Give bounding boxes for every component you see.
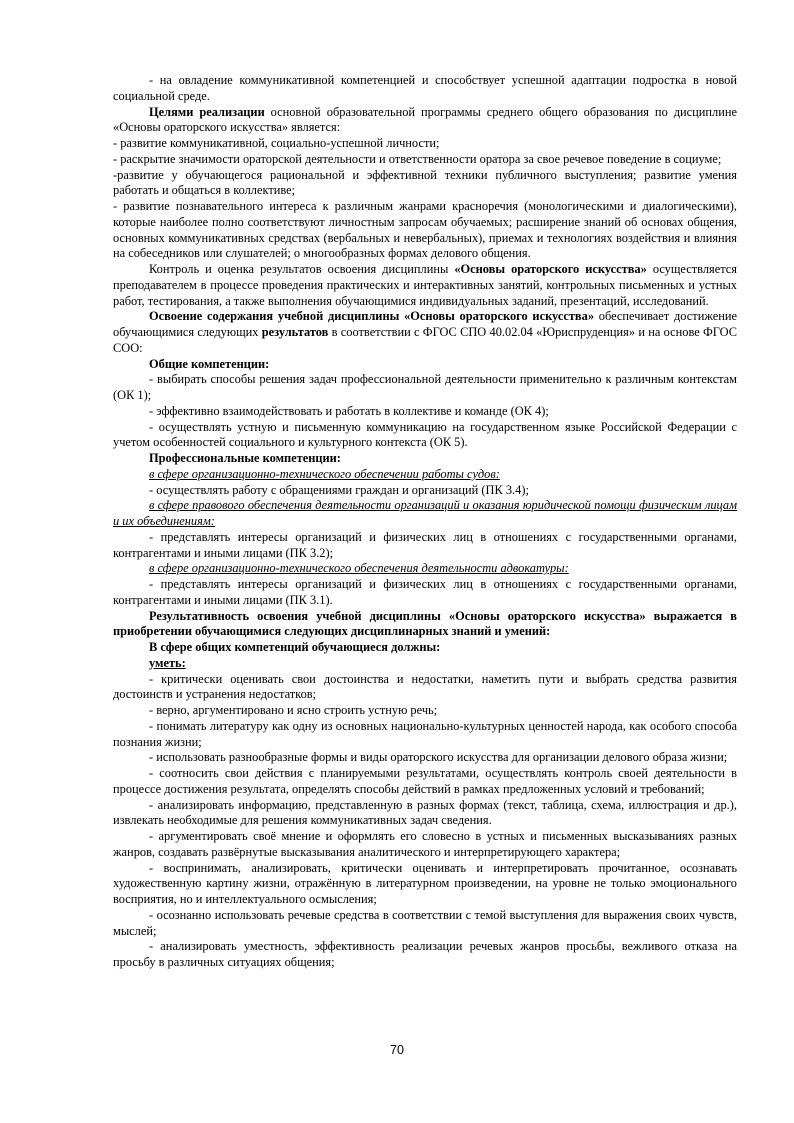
paragraph bbox=[113, 309, 737, 356]
list-item: - воспринимать, анализировать, критически оценивать и интерпретировать прочитанное, осознавать художественную картину жизни, отражённую в литературном произведении, на уровне не только эмоционального восприятия, но и интеллектуального осмысления; bbox=[113, 860, 737, 906]
text-run: в соответствии с ФГОС СПО 40.02.04 «Юриспруденция» и на основе ФГОС СОО: bbox=[113, 325, 738, 355]
list-item: - соотносить свои действия с планируемыми результатами, осуществлять контроль своей деятельности в процессе достижения результата, определять способы действий в рамках предложенных условий и требований; bbox=[113, 766, 737, 796]
section-heading: Профессиональные компетенции: bbox=[149, 451, 341, 465]
paragraph: - раскрытие значимости ораторской деятельности и ответственности оратора за свое речевое поведение в социуме; bbox=[113, 151, 722, 166]
section-heading: В сфере общих компетенций обучающиеся должны: bbox=[149, 640, 441, 654]
subsection-heading: в сфере правового обеспечения деятельности организаций и оказания юридической помощи физическим лицам и их объединениям: bbox=[113, 498, 737, 528]
list-item: - анализировать уместность, эффективность реализации речевых жанров просьбы, вежливого отказа на просьбу в различных ситуациях общения; bbox=[113, 939, 737, 969]
paragraph: - эффективно взаимодействовать и работать в коллективе и команде (ОК 4); bbox=[149, 403, 549, 418]
document-page bbox=[113, 73, 737, 971]
list-item: - осознанно использовать речевые средства в соответствии с темой выступления для выражения своих чувств, мыслей; bbox=[113, 907, 737, 938]
list-item: - использовать разнообразные формы и виды ораторского искусства для организации делового образа жизни; bbox=[149, 750, 728, 765]
subsection-heading: в сфере организационно-технического обеспечения деятельности адвокатуры: bbox=[149, 561, 569, 576]
list-item: - понимать литературу как одну из основных национально-культурных ценностей народа, как особого способа познания жизни; bbox=[113, 718, 737, 749]
text-run: Контроль и оценка результатов освоения дисциплины bbox=[149, 262, 455, 276]
skills-heading: уметь: bbox=[149, 655, 186, 670]
bold-term: Освоение содержания учебной дисциплины «Основы ораторского искусства» bbox=[149, 309, 595, 324]
paragraph bbox=[113, 105, 737, 137]
list-item: - критически оценивать свои достоинства и недостатки, наметить пути и выбрать средства развития достоинств и устранения недостатков; bbox=[113, 671, 737, 702]
paragraph bbox=[113, 262, 737, 309]
paragraph: - осуществлять устную и письменную коммуникацию на государственном языке Российской Федерации с учетом особенностей социального и культурного контекста (ОК 5). bbox=[113, 419, 737, 450]
text-run: осуществляется преподавателем в процессе проведения практических и интерактивных занятий, контрольных письменных и устных работ, тестирования, а также выполнения обучающимися индивидуальных заданий, презентаций, исследований. bbox=[113, 262, 737, 308]
paragraph: -развитие у обучающегося рациональной и эффективной техники публичного выступления; развитие умения работать и общаться в коллективе; bbox=[113, 167, 737, 198]
paragraph: - на овладение коммуникативной компетенцией и способствует успешной адаптации подростка в новой социальной среде. bbox=[113, 73, 737, 103]
list-item: - верно, аргументировано и ясно строить устную речь; bbox=[149, 703, 438, 717]
section-heading: Общие компетенции: bbox=[149, 356, 270, 371]
paragraph: - представлять интересы организаций и физических лиц в отношениях с государственными органами, контрагентами и иными лицами (ПК 3.1). bbox=[113, 577, 737, 607]
subsection-heading: в сфере организационно-технического обеспечении работы судов: bbox=[149, 466, 500, 481]
section-heading: Результативность освоения учебной дисциплины «Основы ораторского искусства» выражается в приобретении обучающимися следующих дисциплинарных знаний и умений: bbox=[113, 608, 737, 639]
paragraph: - выбирать способы решения задач профессиональной деятельности применительно к различным контекстам (ОК 1); bbox=[113, 372, 737, 402]
page-number: 70 bbox=[390, 1043, 404, 1057]
list-item: - анализировать информацию, представленную в разных формах (текст, таблица, схема, иллюстрация и др.), извлекать необходимые для решения коммуникативных задач сведения. bbox=[113, 797, 737, 828]
bold-term: «Основы ораторского искусства» bbox=[454, 262, 647, 276]
paragraph: - развитие познавательного интереса к различным жанрами красноречия (монологическими и диалогическими), которые наиболее полно соответствуют личностным запросам обучаемых; расширение знаний об основах общения, основных коммуникативных средствах (вербальных и невербальных), приемах и технологиях воздействия и влияния на собеседников или слушателей; о многообразных формах делового общения. bbox=[113, 199, 737, 261]
paragraph: - представлять интересы организаций и физических лиц в отношениях с государственными органами, контрагентами и иными лицами (ПК 3.2); bbox=[113, 529, 737, 560]
text-run: основной образовательной программы среднего общего образования по дисциплине «Основы ораторского искусства» является: bbox=[113, 104, 737, 135]
text-run: обеспечивает достижение обучающимися следующих bbox=[113, 309, 737, 339]
list-item: - аргументировать своё мнение и оформлять его словесно в устных и письменных высказываниях разных жанров, создавать развёрнутые высказывания аналитического и интерпретирующего характера; bbox=[113, 829, 737, 859]
paragraph: - осуществлять работу с обращениями граждан и организаций (ПК 3.4); bbox=[149, 482, 529, 497]
bold-term: результатов bbox=[261, 325, 329, 339]
paragraph: - развитие коммуникативной, социально-успешной личности; bbox=[113, 136, 440, 150]
bold-term: Целями реализации bbox=[149, 104, 265, 119]
